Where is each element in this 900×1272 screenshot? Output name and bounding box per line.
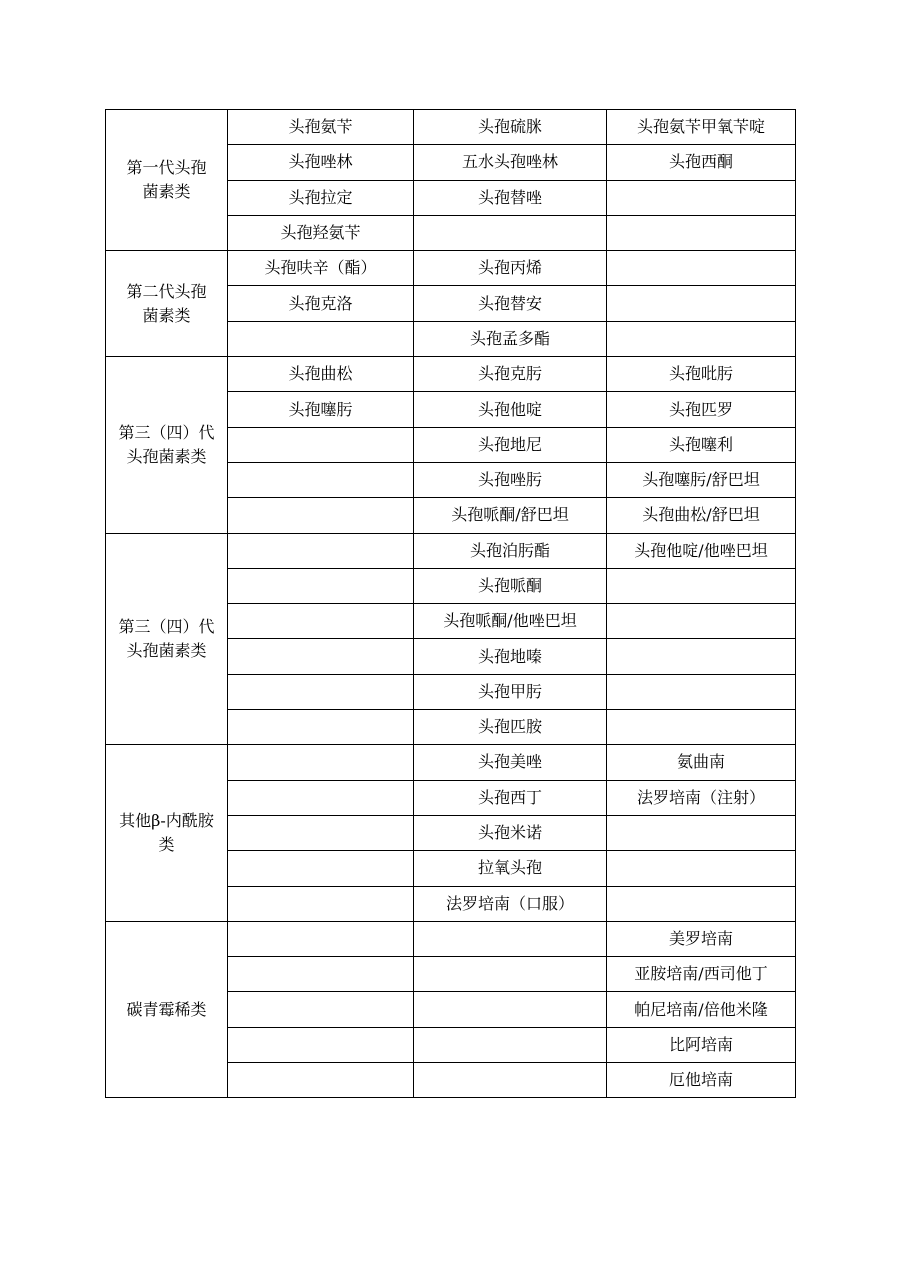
category-cell [106, 251, 228, 357]
drug-cell: 头孢硫脒 [414, 110, 607, 145]
drug-cell [228, 710, 414, 745]
drug-cell [414, 1063, 607, 1098]
drug-cell: 头孢羟氨苄 [228, 215, 414, 250]
drug-cell [228, 604, 414, 639]
category-line: 第三（四）代 [118, 616, 215, 636]
drug-cell: 头孢噻肟/舒巴坦 [607, 462, 796, 497]
drug-cell: 头孢克洛 [228, 286, 414, 321]
drug-cell [228, 427, 414, 462]
drug-cell: 头孢唑肟 [414, 462, 607, 497]
drug-cell: 头孢氨苄甲氧苄啶 [607, 110, 796, 145]
drug-cell [414, 215, 607, 250]
drug-cell [228, 321, 414, 356]
drug-cell: 头孢替唑 [414, 180, 607, 215]
drug-cell [414, 1027, 607, 1062]
table-body [106, 110, 796, 1098]
drug-cell: 头孢拉定 [228, 180, 414, 215]
drug-cell [228, 639, 414, 674]
drug-cell: 头孢替安 [414, 286, 607, 321]
drug-cell [228, 815, 414, 850]
drug-cell [228, 462, 414, 497]
drug-cell: 头孢吡肟 [607, 357, 796, 392]
drug-cell: 头孢丙烯 [414, 251, 607, 286]
drug-cell: 头孢曲松 [228, 357, 414, 392]
drug-cell [228, 780, 414, 815]
drug-cell [228, 745, 414, 780]
drug-cell [228, 1027, 414, 1062]
drug-cell [607, 215, 796, 250]
drug-cell: 头孢泊肟酯 [414, 533, 607, 568]
drug-cell: 头孢匹罗 [607, 392, 796, 427]
category-line: 头孢菌素类 [126, 446, 207, 466]
drug-cell [607, 674, 796, 709]
drug-cell: 头孢米诺 [414, 815, 607, 850]
drug-cell [228, 1063, 414, 1098]
drug-cell: 头孢唑林 [228, 145, 414, 180]
table-row [106, 251, 796, 286]
drug-cell [607, 815, 796, 850]
category-cell [106, 357, 228, 533]
category-line: 菌素类 [142, 305, 191, 325]
drug-cell: 头孢哌酮 [414, 568, 607, 603]
category-cell [106, 745, 228, 921]
drug-cell [228, 533, 414, 568]
drug-cell [607, 180, 796, 215]
drug-cell: 拉氧头孢 [414, 851, 607, 886]
drug-cell [607, 886, 796, 921]
drug-cell [414, 921, 607, 956]
drug-cell [228, 851, 414, 886]
drug-cell [607, 251, 796, 286]
drug-cell: 头孢曲松/舒巴坦 [607, 498, 796, 533]
drug-cell [414, 957, 607, 992]
drug-cell [228, 921, 414, 956]
drug-cell: 五水头孢唑林 [414, 145, 607, 180]
drug-cell: 头孢克肟 [414, 357, 607, 392]
drug-cell [607, 286, 796, 321]
drug-cell: 头孢西丁 [414, 780, 607, 815]
drug-cell: 比阿培南 [607, 1027, 796, 1062]
drug-cell: 厄他培南 [607, 1063, 796, 1098]
category-cell: 碳青霉稀类 [106, 921, 228, 1097]
drug-cell: 头孢匹胺 [414, 710, 607, 745]
drug-cell [228, 674, 414, 709]
table-row [106, 357, 796, 392]
category-cell [106, 533, 228, 745]
category-line: 第二代头孢 [126, 281, 207, 301]
drug-cell: 头孢美唑 [414, 745, 607, 780]
drug-cell [228, 992, 414, 1027]
table-row [106, 110, 796, 145]
category-cell [106, 110, 228, 251]
drug-cell [607, 851, 796, 886]
table-row [106, 745, 796, 780]
drug-cell: 头孢地嗪 [414, 639, 607, 674]
category-line: 头孢菌素类 [126, 640, 207, 660]
antibiotic-classification-table [105, 109, 796, 1098]
drug-cell: 头孢地尼 [414, 427, 607, 462]
drug-cell [607, 568, 796, 603]
drug-cell: 头孢西酮 [607, 145, 796, 180]
drug-cell [607, 639, 796, 674]
category-line: 第三（四）代 [118, 422, 215, 442]
drug-cell: 头孢他啶 [414, 392, 607, 427]
drug-cell [228, 568, 414, 603]
category-line: 菌素类 [142, 182, 191, 202]
drug-cell: 头孢噻肟 [228, 392, 414, 427]
table-row [106, 533, 796, 568]
drug-cell: 亚胺培南/西司他丁 [607, 957, 796, 992]
drug-cell [228, 886, 414, 921]
drug-cell [228, 498, 414, 533]
drug-cell [607, 321, 796, 356]
drug-cell: 头孢噻利 [607, 427, 796, 462]
drug-cell: 头孢甲肟 [414, 674, 607, 709]
table-row [106, 921, 796, 956]
drug-cell: 氨曲南 [607, 745, 796, 780]
drug-cell: 法罗培南（口服） [414, 886, 607, 921]
drug-cell [607, 604, 796, 639]
drug-cell: 头孢氨苄 [228, 110, 414, 145]
drug-cell: 头孢呋辛（酯） [228, 251, 414, 286]
category-line: 其他β-内酰胺 [119, 811, 214, 831]
drug-cell [228, 957, 414, 992]
drug-cell [607, 710, 796, 745]
drug-cell: 头孢他啶/他唑巴坦 [607, 533, 796, 568]
category-line: 第一代头孢 [126, 158, 207, 178]
drug-cell: 头孢孟多酯 [414, 321, 607, 356]
drug-cell: 美罗培南 [607, 921, 796, 956]
drug-cell: 法罗培南（注射） [607, 780, 796, 815]
drug-cell: 头孢哌酮/舒巴坦 [414, 498, 607, 533]
drug-cell: 头孢哌酮/他唑巴坦 [414, 604, 607, 639]
drug-cell: 帕尼培南/倍他米隆 [607, 992, 796, 1027]
drug-cell [414, 992, 607, 1027]
category-line: 类 [158, 835, 175, 855]
